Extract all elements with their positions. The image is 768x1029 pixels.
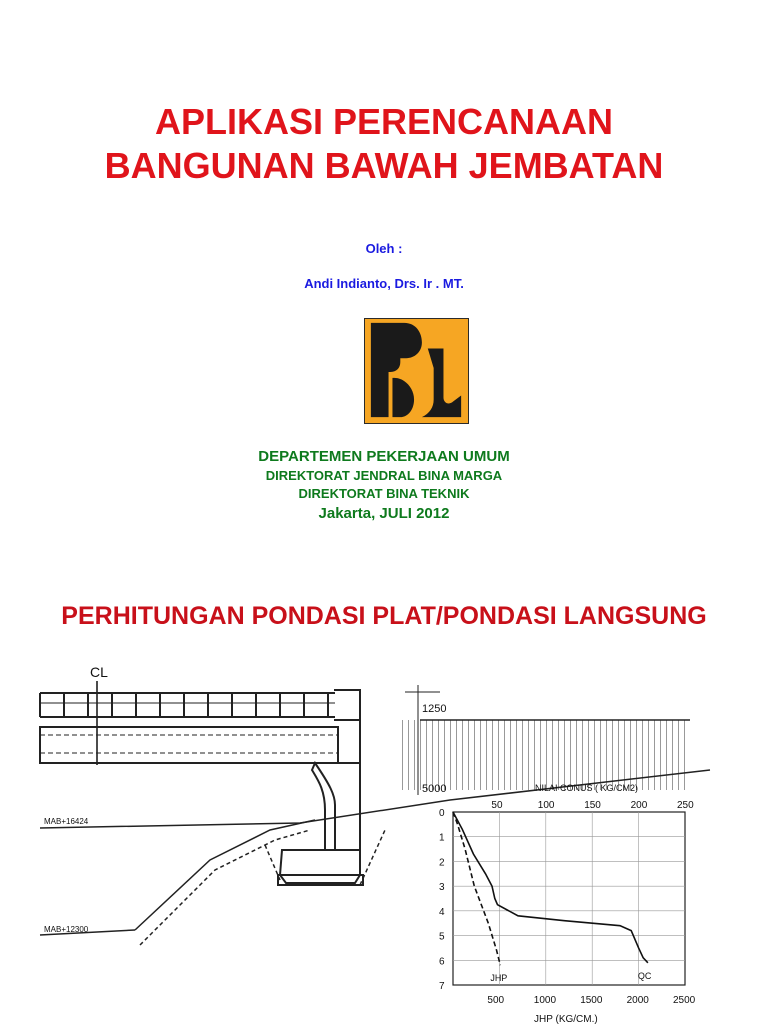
chart-series-label-jhp: JHP — [490, 973, 508, 984]
author-name: Andi Indianto, Drs. Ir . MT. — [304, 276, 464, 291]
conus-chart — [439, 783, 696, 1024]
section-title: PERHITUNGAN PONDASI PLAT/PONDASI LANGSUNG — [61, 602, 707, 630]
mab-lower-label: MAB+12300 — [44, 925, 89, 934]
chart-x-bottom-tick-label: 2000 — [626, 995, 649, 1006]
bridge-foundation-drawing — [0, 645, 768, 1024]
chart-x-bottom-tick-label: 1500 — [580, 995, 603, 1006]
chart-series-line-qc — [453, 812, 648, 963]
pu-logo-icon — [364, 318, 469, 424]
byline-label: Oleh : — [365, 241, 403, 256]
directorate-general-name: DIREKTORAT JENDRAL BINA MARGA — [265, 468, 503, 483]
chart-x-bottom-tick-label: 1000 — [533, 995, 557, 1006]
centerline-label: CL — [90, 664, 108, 680]
chart-title: NILAI CONUS ( KG/CM2) — [535, 783, 639, 793]
department-name: DEPARTEMEN PEKERJAAN UMUM — [258, 448, 510, 465]
directorate-name: DIREKTORAT BINA TEKNIK — [298, 486, 470, 501]
dim-height: 5000 — [422, 783, 447, 795]
chart-y-tick-label: 2 — [439, 857, 445, 869]
bridge-railing — [40, 693, 335, 717]
chart-y-tick-label: 4 — [439, 906, 445, 918]
dim-top: 1250 — [422, 703, 447, 715]
chart-y-tick-label: 6 — [439, 956, 445, 968]
chart-y-tick-label: 0 — [439, 808, 445, 819]
place-date: Jakarta, JULI 2012 — [318, 505, 450, 522]
chart-x-bottom-label: JHP (KG/CM.) — [534, 1014, 598, 1024]
chart-x-top-tick-label: 200 — [630, 800, 648, 811]
chart-y-tick-label: 5 — [439, 931, 445, 943]
chart-x-top-tick-label: 100 — [537, 800, 555, 811]
abutment — [278, 690, 363, 885]
chart-x-bottom-tick-label: 500 — [487, 995, 505, 1006]
pu-logo-graphic — [365, 319, 468, 423]
chart-y-tick-label: 7 — [439, 981, 445, 992]
bridge-deck — [40, 727, 338, 763]
ground-profile — [40, 770, 710, 945]
page-title — [0, 100, 768, 188]
chart-x-top-tick-label: 50 — [491, 800, 503, 811]
title-line-1: APLIKASI PERENCANAAN — [154, 101, 614, 142]
engineering-drawing-svg — [0, 645, 768, 1024]
chart-x-top-tick-label: 150 — [584, 800, 601, 811]
chart-x-bottom-tick-label: 2500 — [673, 995, 696, 1006]
embankment-hatch — [400, 720, 690, 790]
chart-frame — [453, 812, 685, 985]
chart-y-tick-label: 1 — [439, 832, 445, 844]
chart-series-label-qc: QC — [637, 970, 652, 981]
chart-x-top-tick-label: 250 — [677, 800, 694, 811]
mab-upper-label: MAB+16424 — [44, 817, 89, 826]
chart-y-tick-label: 3 — [439, 882, 445, 894]
railing-posts — [40, 693, 328, 717]
title-line-2: BANGUNAN BAWAH JEMBATAN — [104, 145, 664, 186]
